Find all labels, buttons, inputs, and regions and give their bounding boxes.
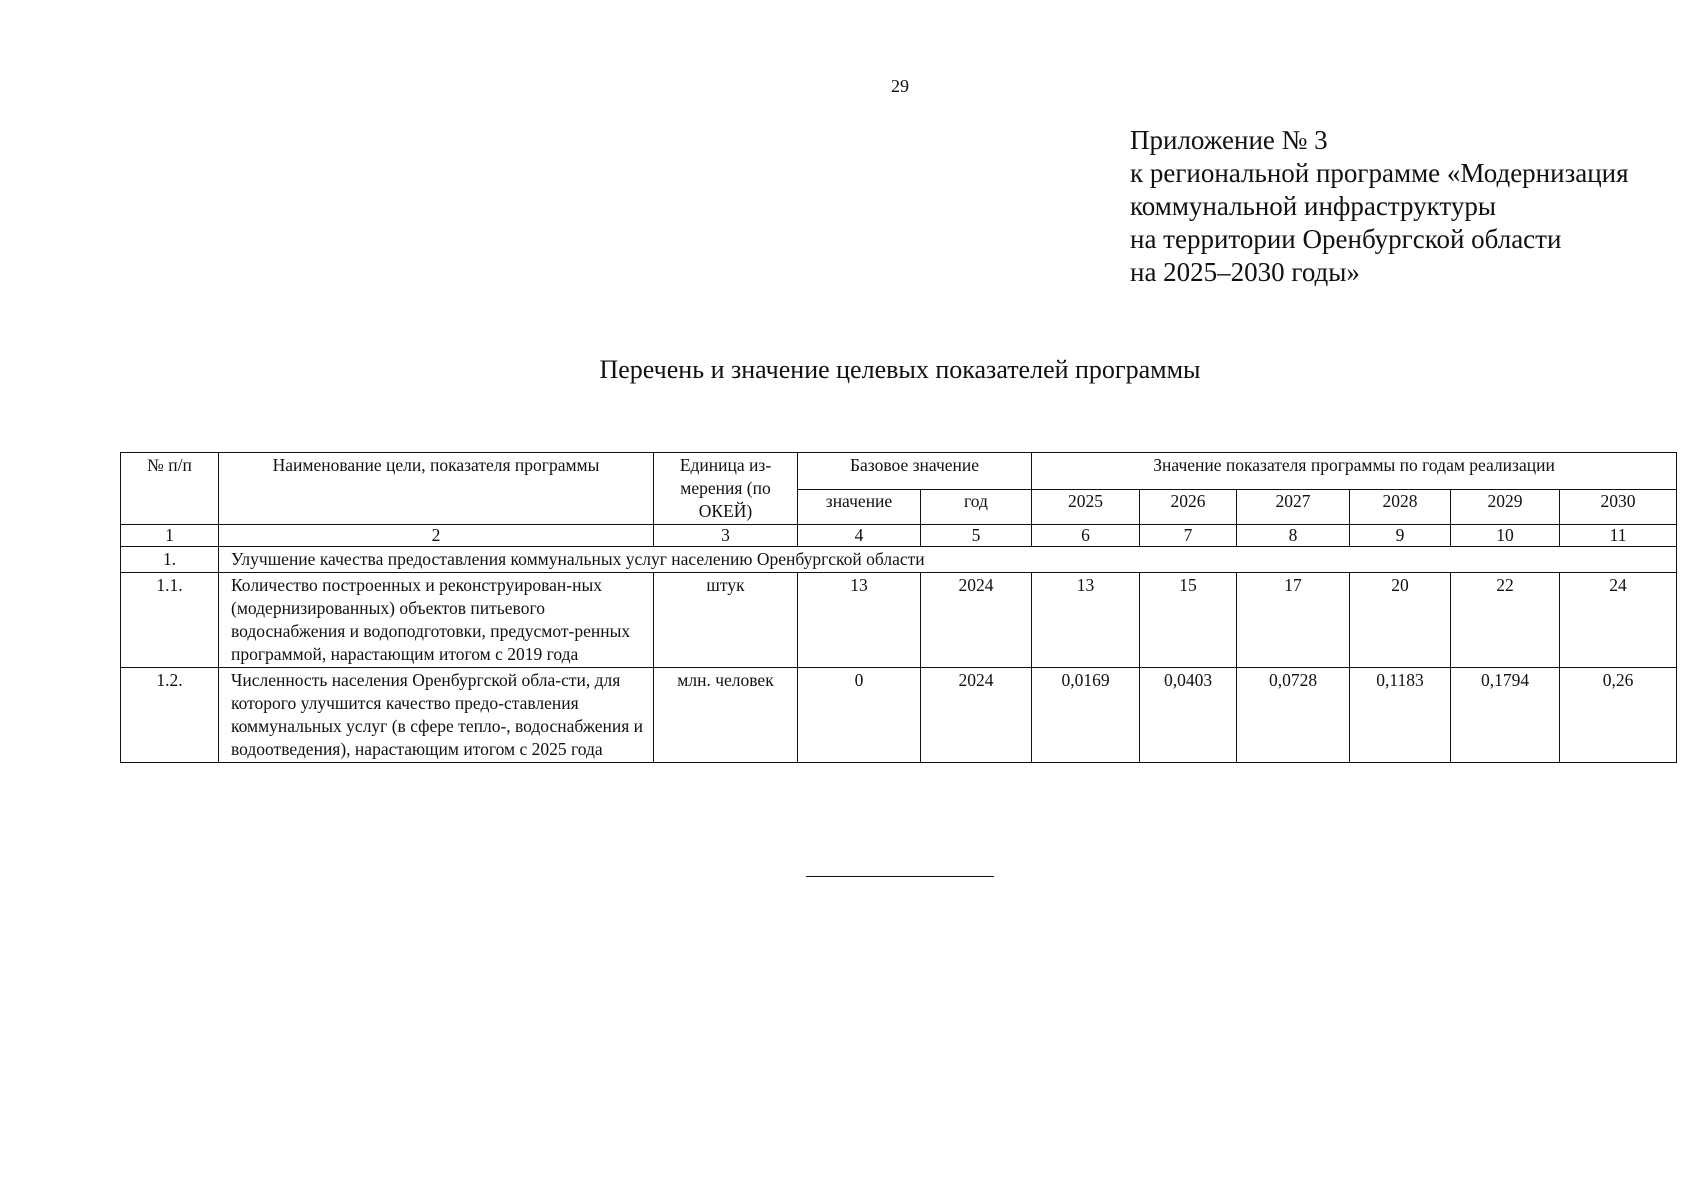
indicators-table xyxy=(120,452,1677,763)
annex-header xyxy=(1130,124,1629,289)
section-row xyxy=(121,547,1677,573)
row-value: 20 xyxy=(1350,573,1451,668)
row-value: 13 xyxy=(1032,573,1140,668)
column-number: 5 xyxy=(921,525,1032,547)
row-value: 0,0403 xyxy=(1140,668,1237,763)
header-base-group: Базовое значение xyxy=(798,453,1032,490)
row-base-value: 0 xyxy=(798,668,921,763)
row-value: 17 xyxy=(1237,573,1350,668)
header-year: 2029 xyxy=(1451,490,1560,525)
annex-line: Приложение № 3 xyxy=(1130,125,1328,155)
column-number: 10 xyxy=(1451,525,1560,547)
row-name: Количество построенных и реконструирован-ных (модернизированных) объектов питьевого водоснабжения и водоподготовки, предусмот-ренных программой, нарастающим итогом с 2019 года xyxy=(219,573,654,668)
header-year: 2025 xyxy=(1032,490,1140,525)
column-number: 1 xyxy=(121,525,219,547)
header-base-value: значение xyxy=(798,490,921,525)
column-number: 11 xyxy=(1560,525,1677,547)
closing-rule xyxy=(806,876,994,877)
column-number: 2 xyxy=(219,525,654,547)
table-header-row xyxy=(121,453,1677,490)
page-number: 29 xyxy=(891,76,909,96)
column-number: 8 xyxy=(1237,525,1350,547)
column-number: 6 xyxy=(1032,525,1140,547)
row-base-value: 13 xyxy=(798,573,921,668)
column-number: 7 xyxy=(1140,525,1237,547)
row-value: 15 xyxy=(1140,573,1237,668)
row-value: 0,1794 xyxy=(1451,668,1560,763)
column-number: 9 xyxy=(1350,525,1451,547)
document-title: Перечень и значение целевых показателей программы xyxy=(599,355,1201,384)
header-name: Наименование цели, показателя программы xyxy=(219,453,654,525)
annex-line: на 2025–2030 годы» xyxy=(1130,257,1360,287)
row-value: 22 xyxy=(1451,573,1560,668)
row-value: 0,0169 xyxy=(1032,668,1140,763)
row-value: 0,0728 xyxy=(1237,668,1350,763)
row-base-year: 2024 xyxy=(921,573,1032,668)
header-year: 2028 xyxy=(1350,490,1451,525)
row-unit: млн. человек xyxy=(654,668,798,763)
column-number: 3 xyxy=(654,525,798,547)
table-row xyxy=(121,573,1677,668)
row-value: 24 xyxy=(1560,573,1677,668)
row-num: 1.1. xyxy=(121,573,219,668)
annex-line: коммунальной инфраструктуры xyxy=(1130,191,1496,221)
header-unit: Единица из-мерения (по ОКЕЙ) xyxy=(654,453,798,525)
table-row xyxy=(121,668,1677,763)
row-unit: штук xyxy=(654,573,798,668)
column-number: 4 xyxy=(798,525,921,547)
annex-line: к региональной программе «Модернизация xyxy=(1130,158,1629,188)
row-num: 1.2. xyxy=(121,668,219,763)
header-num: № п/п xyxy=(121,453,219,525)
header-years-group: Значение показателя программы по годам реализации xyxy=(1032,453,1677,490)
header-year: 2030 xyxy=(1560,490,1677,525)
annex-line: на территории Оренбургской области xyxy=(1130,224,1562,254)
section-title: Улучшение качества предоставления коммунальных услуг населению Оренбургской области xyxy=(219,547,1677,573)
row-value: 0,1183 xyxy=(1350,668,1451,763)
row-name: Численность населения Оренбургской обла-сти, для которого улучшится качество предо-ставления коммунальных услуг (в сфере тепло-, водоснабжения и водоотведения), нарастающим итогом с 2025 года xyxy=(219,668,654,763)
header-base-year: год xyxy=(921,490,1032,525)
section-num: 1. xyxy=(121,547,219,573)
row-base-year: 2024 xyxy=(921,668,1032,763)
header-year: 2027 xyxy=(1237,490,1350,525)
header-year: 2026 xyxy=(1140,490,1237,525)
column-numbers-row xyxy=(121,525,1677,547)
row-value: 0,26 xyxy=(1560,668,1677,763)
